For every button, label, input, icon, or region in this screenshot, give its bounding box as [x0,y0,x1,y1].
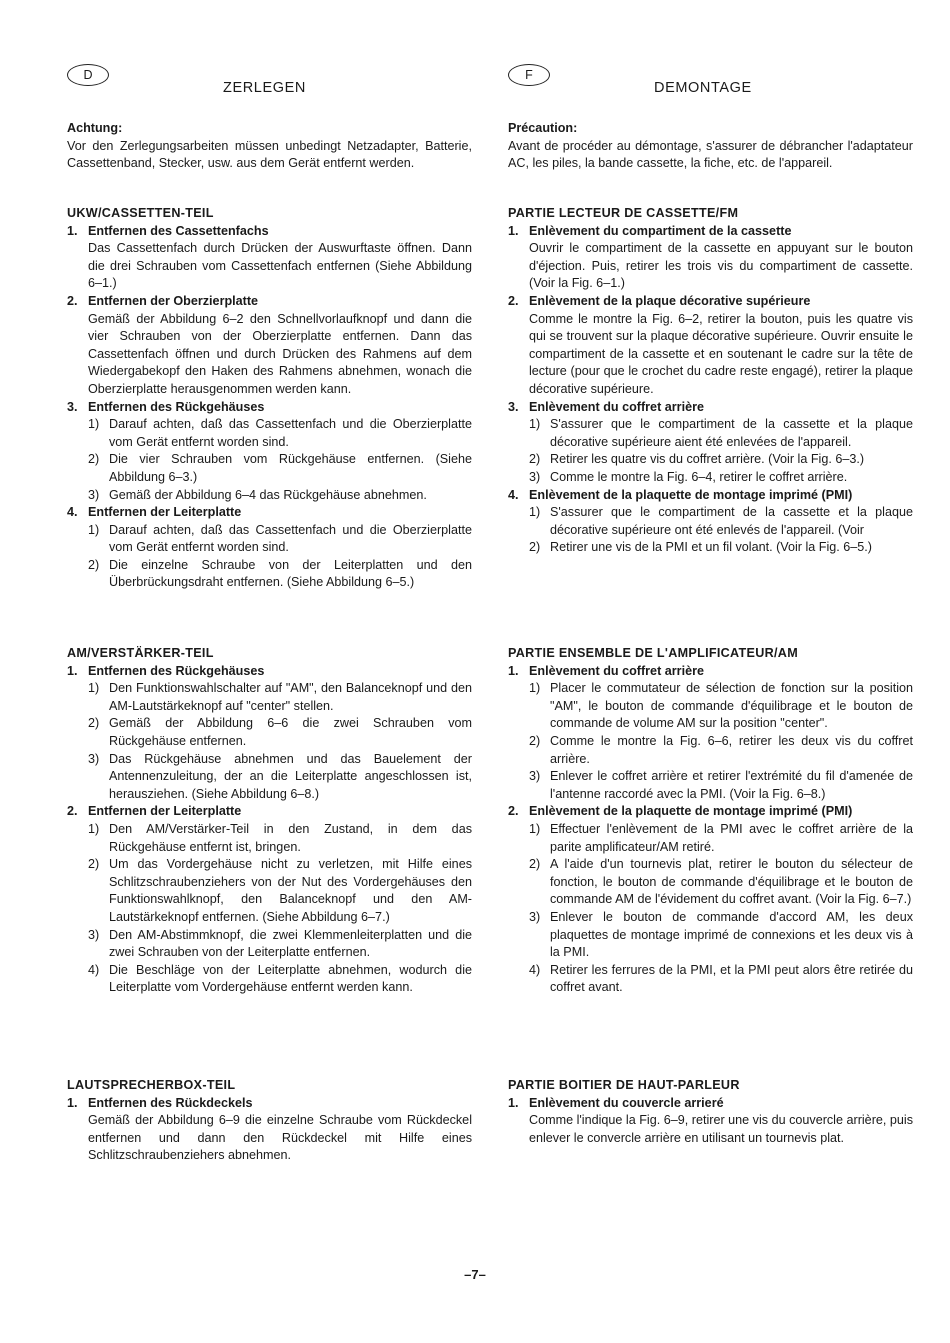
language-badge-fr: F [508,64,550,86]
german-column [67,64,472,173]
language-badge-de: D [67,64,109,86]
step-text: Gemäß der Abbildung 6–9 die einzelne Schraube vom Rückdeckel entfernen und dann den Rückdeckel mit Hilfe eines Schlitzschraubenziehers abnehmen. [88,1113,472,1163]
step-heading: 1. Enlèvement du coffret arrière [508,663,704,678]
sub-step: 2) Die einzelne Schraube von der Leiterplatten und den Überbrückungsdraht entfernen. (Siehe Abbildung 6–5.) [88,557,472,590]
step-heading: 3. Enlèvement du coffret arrière [508,399,704,414]
step-text: Das Cassettenfach durch Drücken der Auswurftaste öffnen. Dann die drei Schrauben vom Cassettenfach entfernen (Siehe Abbildung 6–1.) [88,241,472,291]
step-heading: 2. Enlèvement de la plaquette de montage imprimé (PMI) [508,804,853,819]
step-heading: 3. Entfernen des Rückgehäuses [67,399,265,414]
sub-step: 3) Den AM-Abstimmknopf, die zwei Klemmenleiterplatten und die zwei Schrauben von der Leiterplatte entfernen. [88,927,472,960]
sub-step: 2) Gemäß der Abbildung 6–6 die zwei Schrauben vom Rückgehäuse entfernen. [88,716,472,748]
sub-step: 1) Placer le commutateur de sélection de fonction sur la position "AM", le bouton de commande d'équilibrage et le bouton de commande de volume AM sur la position "center". [529,681,913,731]
step-heading: 2. Enlèvement de la plaque décorative supérieure [508,293,811,308]
caution-label-de: Achtung: [67,121,123,135]
step-text: Comme l'indique la Fig. 6–9, retirer une vis du couvercle arrière, puis enlever le convercle arrière en utilisant un tournevis plat. [529,1113,913,1145]
sub-step: 4) Retirer les ferrures de la PMI, et la PMI peut alors être retirée du coffret avant. [529,962,913,995]
de-section-am-amplifier [67,645,472,997]
sub-step: 1) S'assurer que le compartiment de la cassette et la plaque décorative supérieure aient été enlevées de l'appareil. [529,417,913,449]
fr-section-amplifier-am [508,645,913,997]
sub-step: 1) Den Funktionswahlschalter auf "AM", den Balanceknopf und den AM-Lautstärkeknopf auf "center" stellen. [88,681,472,713]
sub-step: 2) Die vier Schrauben vom Rückgehäuse entfernen. (Siehe Abbildung 6–3.) [88,452,472,484]
german-title: ZERLEGEN [223,80,306,96]
step-heading: 1. Entfernen des Rückdeckels [67,1095,253,1110]
step-heading: 1. Entfernen des Cassettenfachs [67,223,269,238]
step-heading: 1. Enlèvement du couvercle arrieré [508,1095,724,1110]
german-header [67,64,472,120]
caution-label-fr: Précaution: [508,121,578,135]
step-heading: 2. Entfernen der Oberzierplatte [67,293,259,308]
fr-section-speaker-box [508,1077,913,1147]
step-text: Gemäß der Abbildung 6–2 den Schnellvorlaufknopf und dann die vier Schrauben von der Oberzierplatte entfernen. Dann das Cassettenfach öffnen und durch Drücken des Rahmens auf dem Wiedergabekopf den Haken des Rahmens abnehmen, wonach die Oberzierplatte herausgenommen werden kann. [88,311,472,396]
fr-section-cassette-fm [508,205,913,557]
french-header [508,64,913,120]
step-text: Ouvrir le compartiment de la cassette en appuyant sur le bouton d'éjection. Puis, retirer les trois vis du compartiment de cassette. (Voir la Fig. 6–1.) [529,241,913,291]
sub-step: 3) Comme le montre la Fig. 6–4, retirer le coffret arrière. [529,469,848,484]
de-section-speaker-box [67,1077,472,1165]
sub-step: 1) Darauf achten, daß das Cassettenfach und die Oberzierplatte vom Gerät entfernt worden sind. [88,522,472,555]
section-title: UKW/CASSETTEN-TEIL [67,206,214,220]
sub-step: 3) Enlever le coffret arrière et retirer l'extrémité du fil d'amenée de l'antenne raccordé avec la PMI. (Voir la Fig. 6–8.) [529,769,913,801]
sub-step: 2) Um das Vordergehäuse nicht zu verletzen, mit Hilfe eines Schlitzschraubenziehers von der Nut des Vordergehäuses den Funktionswahlknopf, den Balanceknopf und den AM-Lautstärkeknopf entfernen. (Siehe Abbildung 6–7.) [88,857,472,924]
step-heading: 1. Enlèvement du compartiment de la cassette [508,223,792,238]
sub-step: 1) Den AM/Verstärker-Teil in den Zustand, in dem das Rückgehäuse entfernt ist, bringen. [88,821,472,854]
section-title: PARTIE ENSEMBLE DE L'AMPLIFICATEUR/AM [508,646,798,660]
step-heading: 2. Entfernen der Leiterplatte [67,804,242,819]
french-title: DEMONTAGE [654,80,752,96]
sub-step: 2) A l'aide d'un tournevis plat, retirer le bouton du sélecteur de fonction, le bouton de commande d'équilibrage et le bouton de commande AM de l'évidement du coffret avant. (Voir la Fig. 6–7.) [529,857,913,907]
sub-step: 2) Retirer une vis de la PMI et un fil volant. (Voir la Fig. 6–5.) [529,540,872,555]
step-heading: 4. Enlèvement de la plaquette de montage imprimé (PMI) [508,487,853,502]
de-section-fm-cassette [67,205,472,592]
sub-step: 3) Gemäß der Abbildung 6–4 das Rückgehäuse abnehmen. [88,487,427,502]
sub-step: 3) Enlever le bouton de commande d'accord AM, les deux plaquettes de montage imprimé de connexions et les deux vis à la PMI. [529,909,913,960]
section-title: AM/VERSTÄRKER-TEIL [67,646,214,660]
french-column [508,64,913,173]
section-title: LAUTSPRECHERBOX-TEIL [67,1078,236,1092]
step-text: Comme le montre la Fig. 6–2, retirer la bouton, puis les quatre vis qui se trouvent sur la plaque décorative supérieure. Ouvrir ensuite le compartiment de la cassette et en soutenant le cadre sur la tête de lecture (pour que le crochet du cadre reste engagé), retirer la plaque décorative supérieure. [529,311,913,396]
page-number: –7– [464,1267,486,1282]
sub-step: 2) Comme le montre la Fig. 6–6, retirer les deux vis du coffret arrière. [529,733,913,766]
caution-text-fr: Avant de procéder au démontage, s'assurer de débrancher l'adaptateur AC, les piles, la bande cassette, la fiche, etc. de l'appareil. [508,138,913,171]
step-heading: 1. Entfernen des Rückgehäuses [67,663,265,678]
sub-step: 1) S'assurer que le compartiment de la cassette et la plaque décorative supérieure ont été enlevés de l'appareil. (Voir [529,505,913,537]
section-title: PARTIE BOITIER DE HAUT-PARLEUR [508,1078,740,1092]
section-title: PARTIE LECTEUR DE CASSETTE/FM [508,206,739,220]
sub-step: 1) Darauf achten, daß das Cassettenfach und die Oberzierplatte vom Gerät entfernt worden sind. [88,417,472,449]
sub-step: 1) Effectuer l'enlèvement de la PMI avec le coffret arrière de la parite amplificateur/AM retiré. [529,821,913,854]
sub-step: 3) Das Rückgehäuse abnehmen und das Bauelement der Antennenzuleitung, der an die Leiterplatte angeschlossen ist, herausziehen. (Siehe Abbildung 6–8.) [88,751,472,801]
caution-text-de: Vor den Zerlegungsarbeiten müssen unbedingt Netzadapter, Batterie, Cassettenband, Stecker, usw. aus dem Gerät entfernt werden. [67,138,472,171]
step-heading: 4. Entfernen der Leiterplatte [67,505,242,520]
sub-step: 4) Die Beschläge von der Leiterplatte abnehmen, wodurch die Leiterplatte vom Vordergehäuse entfernt werden kann. [88,962,472,995]
sub-step: 2) Retirer les quatre vis du coffret arrière. (Voir la Fig. 6–3.) [529,452,865,467]
